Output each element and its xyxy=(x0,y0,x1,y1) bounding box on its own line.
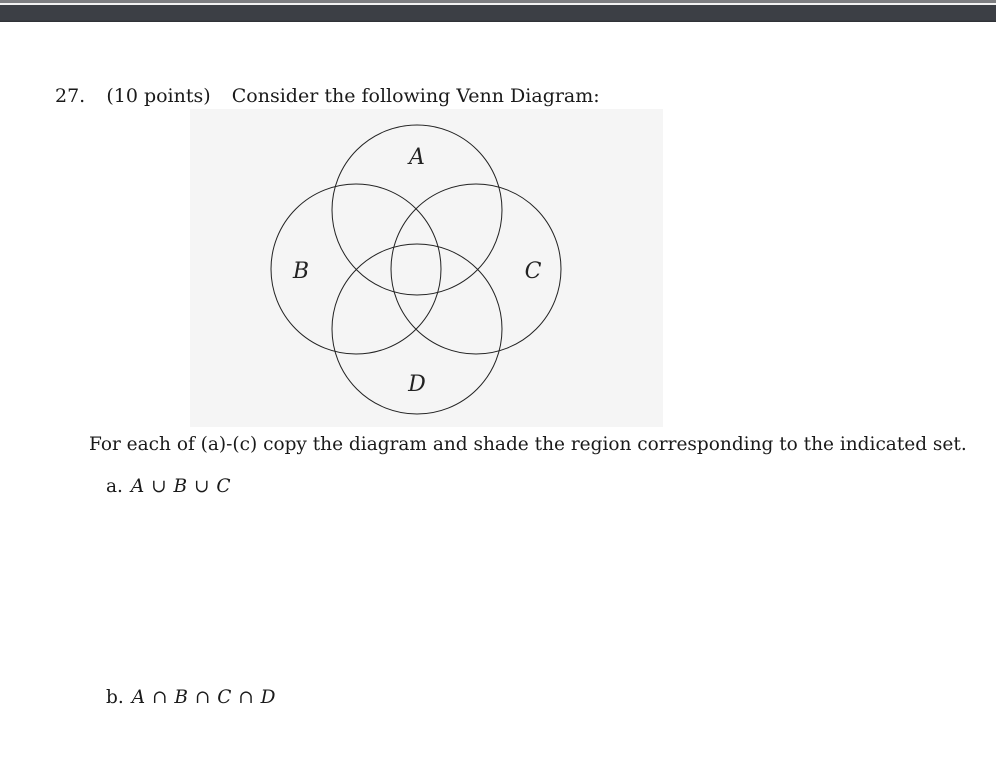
browser-top-bar xyxy=(0,0,996,22)
part-a-expression: A ∪ B ∪ C xyxy=(130,476,232,497)
part-b-expression: A ∩ B ∩ C ∩ D xyxy=(131,687,276,708)
part-b-label: b. xyxy=(106,687,124,708)
question-header xyxy=(55,85,600,107)
part-a xyxy=(106,476,231,497)
venn-diagram-svg xyxy=(190,109,663,427)
venn-label-c: C xyxy=(524,259,542,284)
venn-label-d: D xyxy=(408,372,426,397)
question-points: (10 points) xyxy=(106,85,211,107)
question-prompt: Consider the following Venn Diagram: xyxy=(231,85,600,107)
venn-label-b: B xyxy=(292,259,310,284)
question-number: 27. xyxy=(55,85,86,107)
instruction-text: For each of (a)-(c) copy the diagram and shade the region corresponding to the indicated set. xyxy=(89,434,967,455)
venn-label-a: A xyxy=(409,145,425,170)
part-b xyxy=(106,687,276,708)
venn-diagram xyxy=(190,109,663,427)
part-a-label: a. xyxy=(106,476,123,497)
